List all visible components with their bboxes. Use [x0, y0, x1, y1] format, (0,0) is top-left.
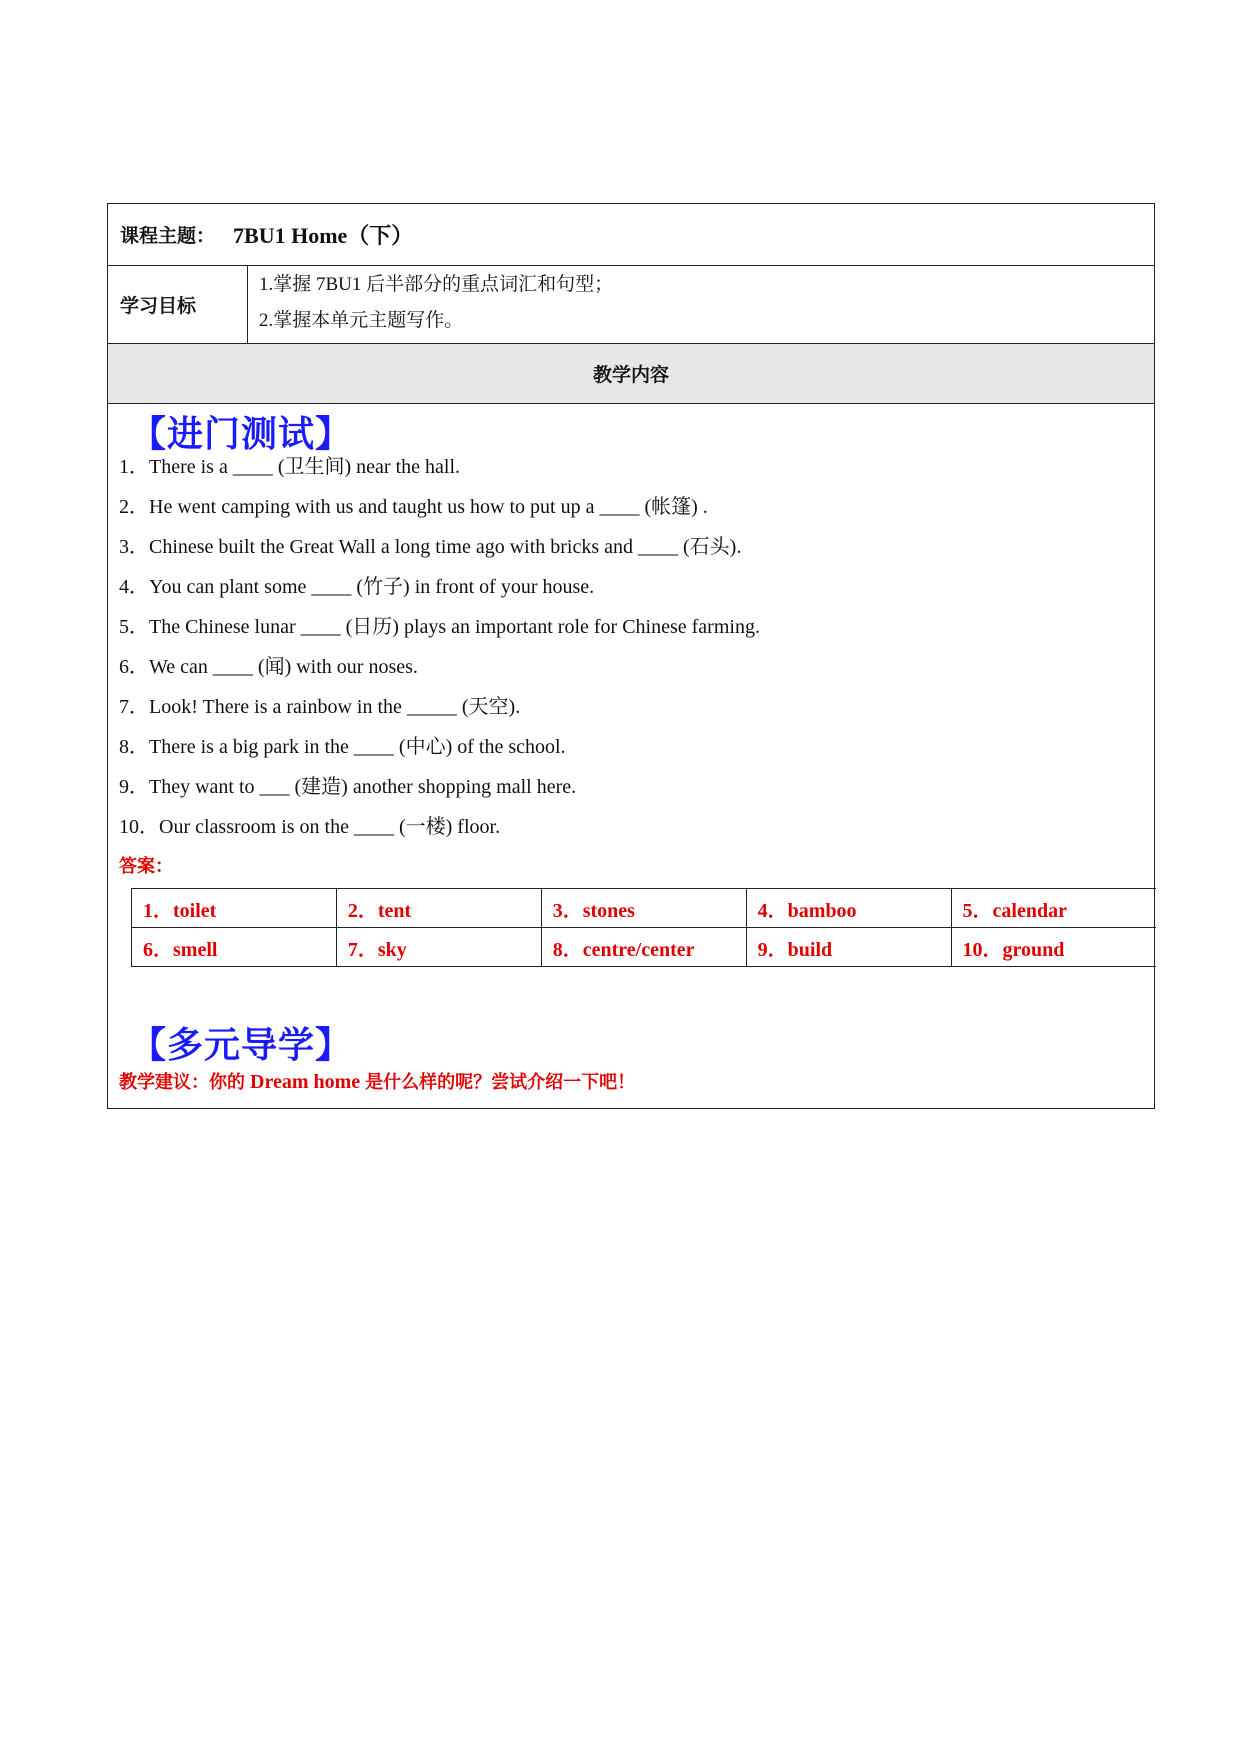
answer-cell: 9．build — [746, 928, 951, 967]
question-item: 9．They want to ___ (建造) another shopping mall here. — [119, 776, 577, 798]
guided-learning-title: 【多元导学】 — [130, 1025, 353, 1066]
goal-item: 1.掌握 7BU1 后半部分的重点词汇和句型； — [259, 274, 614, 295]
question-item: 5．The Chinese lunar ____ (日历) plays an important role for Chinese farming. — [119, 616, 760, 638]
answer-cell: 4．bamboo — [746, 889, 951, 928]
content-header: 教学内容 — [108, 344, 1154, 404]
question-item: 6．We can ____ (闻) with our noses. — [119, 656, 418, 678]
content-body — [108, 404, 1154, 1108]
question-item: 8．There is a big park in the ____ (中心) of the school. — [119, 736, 566, 758]
topic-row — [108, 204, 1154, 266]
answer-cell: 5．calendar — [951, 889, 1156, 928]
answer-cell: 6．smell — [132, 928, 337, 967]
goal-item: 2.掌握本单元主题写作。 — [259, 310, 464, 331]
question-item: 4．You can plant some ____ (竹子) in front of your house. — [119, 576, 595, 598]
answer-cell: 7．sky — [336, 928, 541, 967]
teaching-tip — [119, 1068, 635, 1094]
tip-prefix: 教学建议：你的 — [119, 1072, 245, 1093]
answer-cell: 10．ground — [951, 928, 1156, 967]
entry-test-title: 【进门测试】 — [130, 414, 353, 455]
question-item: 3．Chinese built the Great Wall a long time ago with bricks and ____ (石头). — [119, 536, 742, 558]
topic-label: 课程主题： — [120, 225, 216, 247]
goals-label: 学习目标 — [108, 266, 248, 343]
question-item: 10．Our classroom is on the ____ (一楼) floor. — [119, 816, 501, 838]
goals-list — [248, 266, 613, 343]
topic-value: 7BU1 Home（下） — [233, 223, 414, 248]
answer-row — [132, 889, 1157, 928]
tip-suffix: 是什么样的呢？尝试介绍一下吧！ — [365, 1072, 636, 1093]
answer-label: 答案： — [119, 856, 173, 877]
tip-english: Dream home — [245, 1071, 366, 1093]
answer-cell: 1．toilet — [132, 889, 337, 928]
answer-cell: 8．centre/center — [541, 928, 746, 967]
answer-table — [131, 888, 1156, 967]
answer-row — [132, 928, 1157, 967]
lesson-frame — [107, 203, 1155, 1109]
question-list — [119, 447, 760, 847]
question-item: 7．Look! There is a rainbow in the _____ (天空). — [119, 696, 521, 718]
goals-row — [108, 266, 1154, 344]
question-item: 1．There is a ____ (卫生间) near the hall. — [119, 456, 461, 478]
question-item: 2．He went camping with us and taught us how to put up a ____ (帐篷) . — [119, 496, 708, 518]
answer-cell: 2．tent — [336, 889, 541, 928]
answer-cell: 3．stones — [541, 889, 746, 928]
